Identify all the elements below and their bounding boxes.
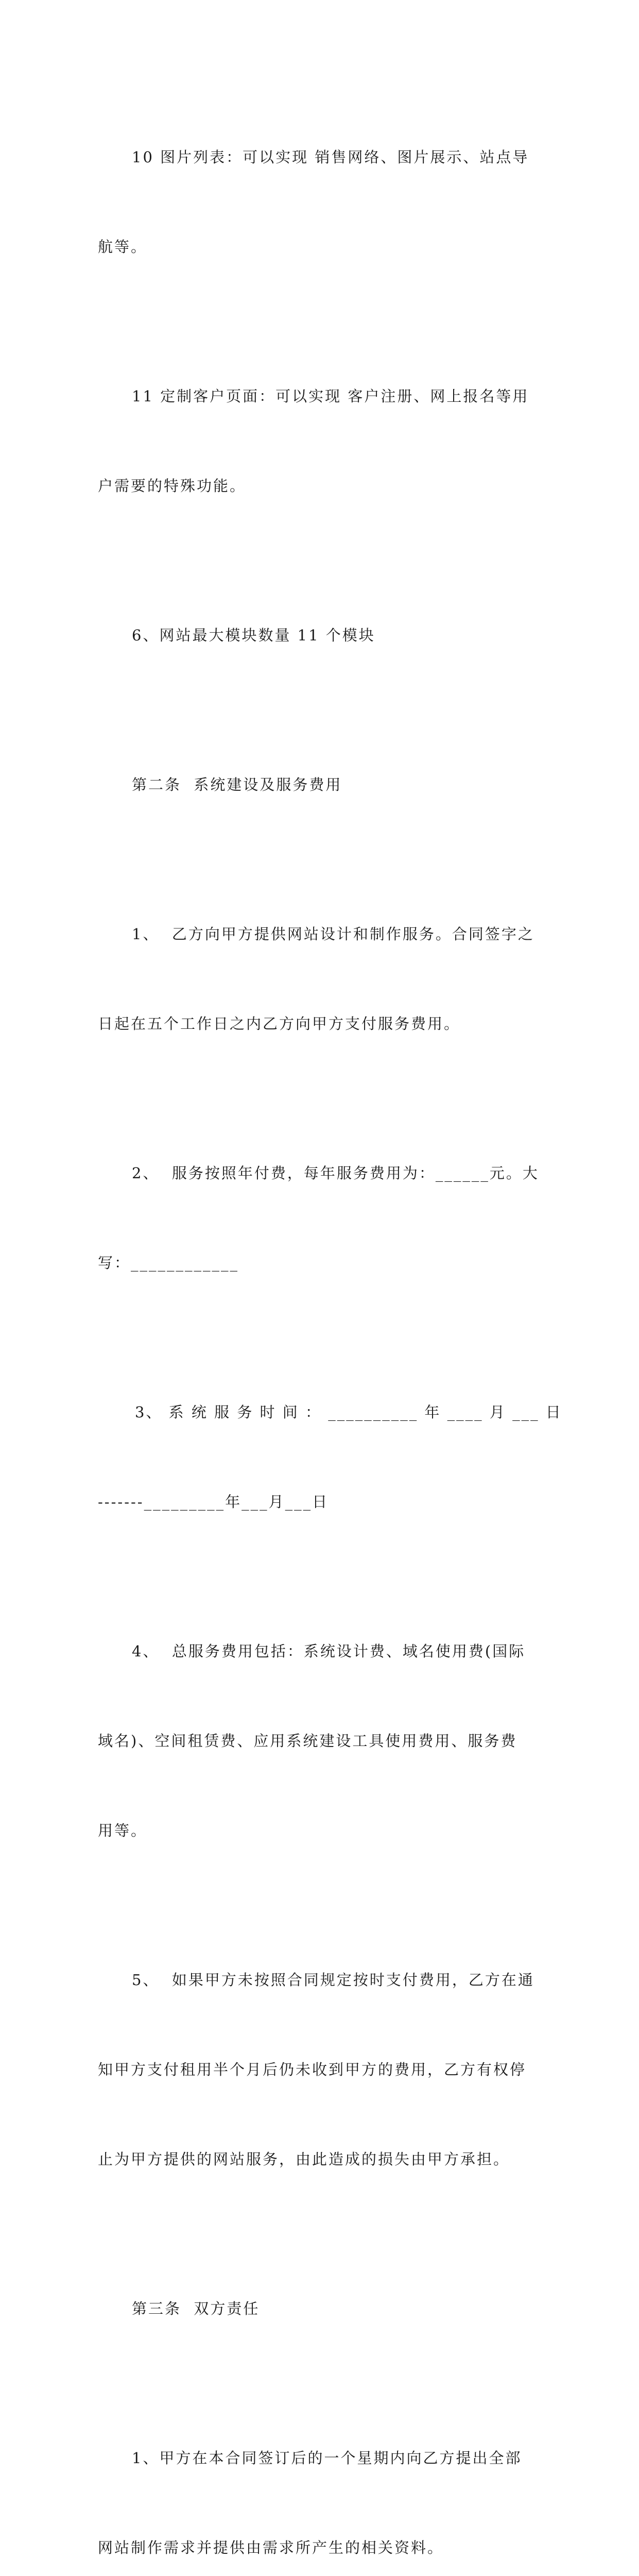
paragraph-service-time xyxy=(98,1337,562,1577)
text-line: 5、 如果甲方未按照合同规定按时支付费用，乙方在通 xyxy=(132,1971,534,1989)
paragraph-total-fee xyxy=(98,1577,542,1905)
text-line: 1、甲方在本合同签订后的一个星期内向乙方提出全部 xyxy=(132,2449,522,2467)
paragraph-party-a-requirements xyxy=(98,2383,542,2576)
text-line: 户需要的特殊功能。 xyxy=(98,477,247,495)
text-line: 6、网站最大模块数量 11 个模块 xyxy=(132,626,375,644)
text-line: 网站制作需求并提供由需求所产生的相关资料。 xyxy=(98,2539,444,2556)
paragraph-image-list xyxy=(98,82,542,321)
text-line: 写：____________ xyxy=(98,1254,239,1272)
text-line: 11 定制客户页面：可以实现 客户注册、网上报名等用 xyxy=(132,387,529,405)
paragraph-late-payment xyxy=(98,1905,542,2234)
paragraph-service-provision xyxy=(98,859,542,1098)
text-line: 知甲方支付租用半个月后仍未收到甲方的费用，乙方有权停 xyxy=(98,2061,527,2078)
text-line: 10 图片列表：可以实现 销售网络、图片展示、站点导 xyxy=(132,148,529,166)
text-line: 航等。 xyxy=(98,238,148,256)
section-title: 第三条 双方责任 xyxy=(132,2300,260,2317)
text-line: 2、 服务按照年付费，每年服务费用为：______元。大 xyxy=(132,1164,539,1182)
section-heading-article-2 xyxy=(98,710,542,859)
text-line: 1、 乙方向甲方提供网站设计和制作服务。合同签字之 xyxy=(132,925,534,943)
text-line: 4、 总服务费用包括：系统设计费、域名使用费(国际 xyxy=(132,1642,526,1660)
paragraph-annual-fee xyxy=(98,1098,542,1337)
section-title: 第二条 系统建设及服务费用 xyxy=(132,776,342,793)
text-line: 用等。 xyxy=(98,1822,148,1839)
text-line: 止为甲方提供的网站服务，由此造成的损失由甲方承担。 xyxy=(98,2150,510,2168)
text-line: 日起在五个工作日之内乙方向甲方支付服务费用。 xyxy=(98,1015,461,1032)
document-body xyxy=(98,82,562,2576)
text-line: -------_________年___月___日 xyxy=(98,1493,329,1511)
text-line: 3、 系 统 服 务 时 间 ： __________ 年 ____ 月 ___ 日 xyxy=(135,1403,562,1421)
paragraph-module-count xyxy=(98,561,542,710)
section-heading-article-3 xyxy=(98,2234,542,2383)
paragraph-custom-page xyxy=(98,321,542,561)
text-line: 域名)、空间租赁费、应用系统建设工具使用费用、服务费 xyxy=(98,1732,517,1750)
